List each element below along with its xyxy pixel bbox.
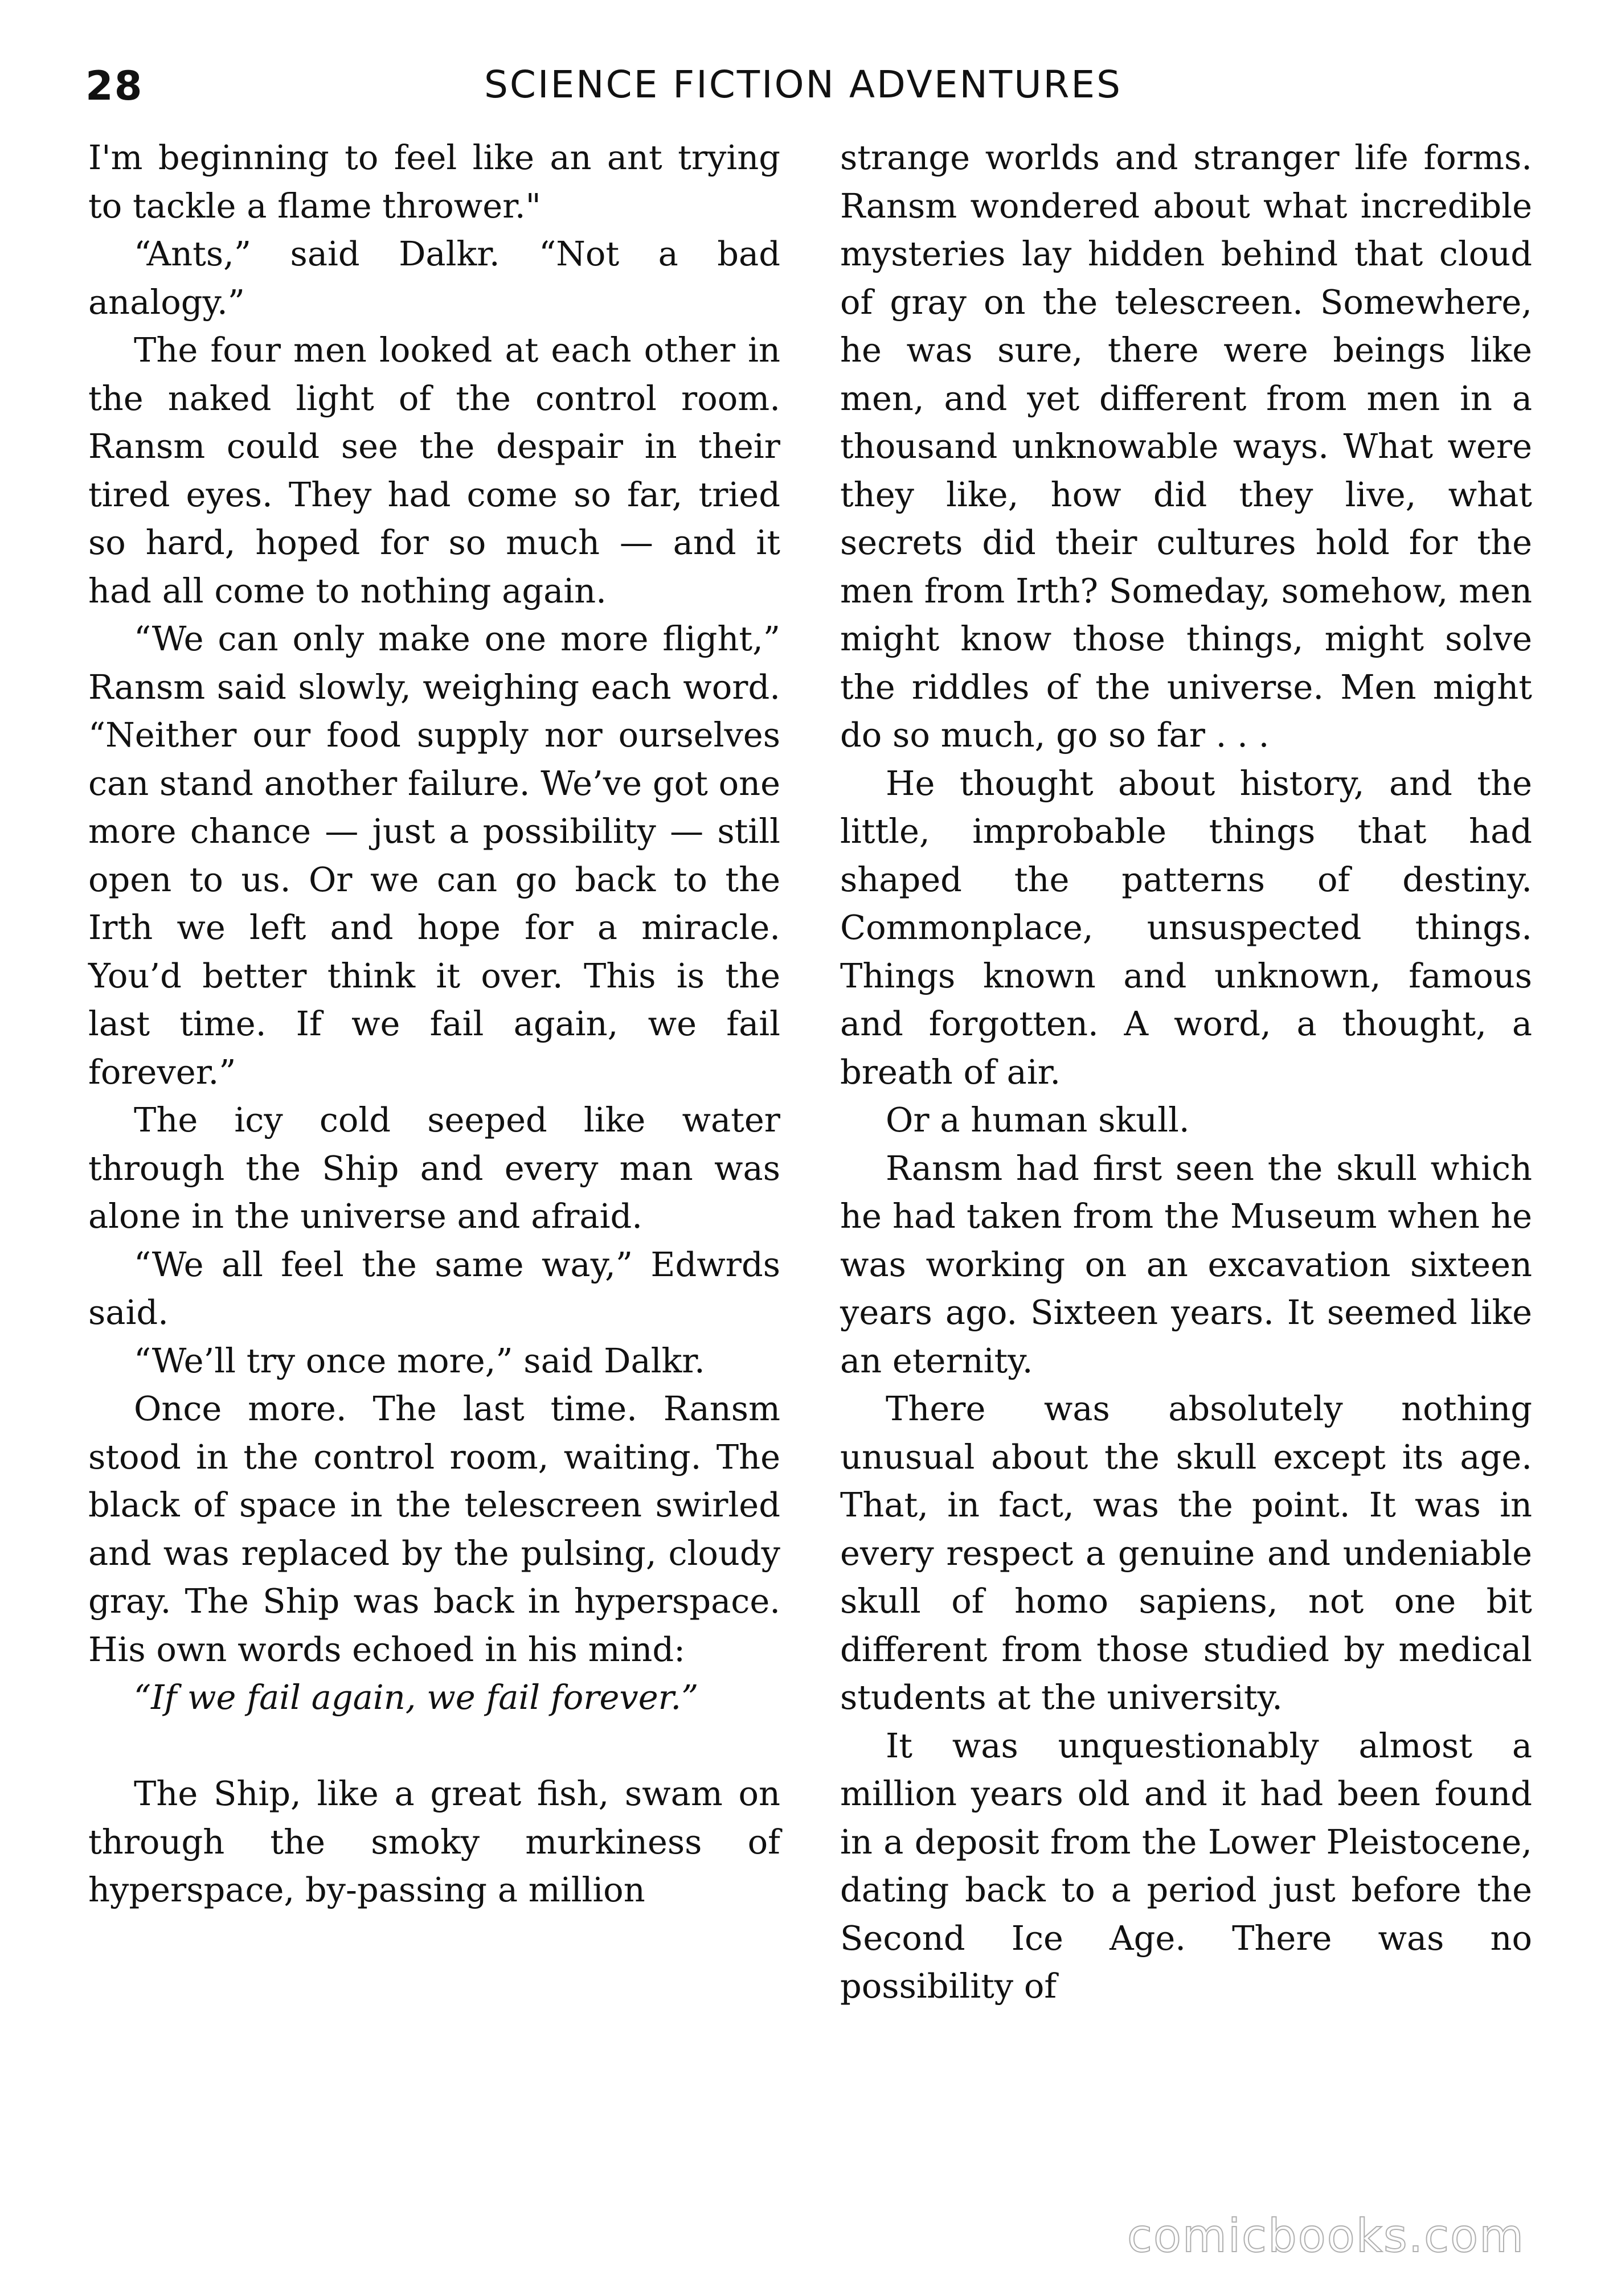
right-column bbox=[840, 134, 1532, 2011]
paragraph: “Ants,” said Dalkr. “Not a bad analogy.” bbox=[88, 234, 780, 322]
left-column bbox=[88, 134, 780, 1914]
page-header bbox=[85, 63, 1526, 125]
text-columns bbox=[88, 134, 1532, 2184]
paragraph: The icy cold seeped like water through the Ship and every man was alone in the universe and afraid. bbox=[88, 1100, 780, 1236]
paragraph: It was unquestionably almost a million years old and it had been found in a deposit from the Lower Pleistocene, dating back to a period just before the Second Ice Age. There was no possibility of bbox=[840, 1725, 1532, 2006]
italic-quote: “If we fail again, we fail forever.” bbox=[134, 1678, 699, 1717]
paragraph: Or a human skull. bbox=[886, 1100, 1190, 1139]
paragraph: “We’ll try once more,” said Dalkr. bbox=[134, 1340, 705, 1380]
page-number: 28 bbox=[85, 63, 144, 109]
paragraph: “We all feel the same way,” Edwrds said. bbox=[88, 1244, 780, 1332]
paragraph: The four men looked at each other in the naked light of the control room. Ransm could see the despair in their tired eyes. They had come so far, tried so hard, hoped for so much — and it had all come to nothing again. bbox=[88, 330, 780, 610]
paragraph: strange worlds and stranger life forms. Ransm wondered about what incredible mysteries lay hidden behind that cloud of gray on the telescreen. Somewhere, he was sure, there were beings like men, and yet different from men in a thousand unknowable ways. What were they like, how did they live, what secrets did their cultures hold for the men from Irth? Someday, somehow, men might know those things, might solve the riddles of the universe. Men might do so much, go so far . . . bbox=[840, 138, 1532, 755]
paragraph: Once more. The last time. Ransm stood in the control room, waiting. The black of space in the telescreen swirled and was replaced by the pulsing, cloudy gray. The Ship was back in hyperspace. His own words echoed in his mind: bbox=[88, 1389, 780, 1669]
paragraph: I'm beginning to feel like an ant trying to tackle a flame thrower." bbox=[88, 138, 780, 226]
paragraph: Ransm had first seen the skull which he had taken from the Museum when he was working on an excavation sixteen years ago. Sixteen years. It seemed like an eternity. bbox=[840, 1148, 1532, 1380]
running-title: SCIENCE FICTION ADVENTURES bbox=[484, 63, 1122, 106]
paragraph: “We can only make one more flight,” Ransm said slowly, weighing each word. “Neither our food supply nor ourselves can stand another failure. We’ve got one more chance — just a possibility — still open to us. Or we can go back to the Irth we left and hope for a miracle. You’d better think it over. This is the last time. If we fail again, we fail forever.” bbox=[88, 619, 781, 1092]
paragraph: He thought about history, and the little, improbable things that had shaped the patterns of destiny. Commonplace, unsuspected things. Things known and unknown, famous and forgotten. A word, a thought, a breath of air. bbox=[840, 763, 1532, 1092]
watermark: comicbooks.com bbox=[1127, 2209, 1525, 2262]
paragraph: The Ship, like a great fish, swam on through the smoky murkiness of hyperspace, by-passing a million bbox=[88, 1774, 780, 1909]
paragraph: There was absolutely nothing unusual about the skull except its age. That, in fact, was the point. It was in every respect a genuine and undeniable skull of homo sapiens, not one bit different from those studied by medical students at the university. bbox=[840, 1389, 1532, 1717]
